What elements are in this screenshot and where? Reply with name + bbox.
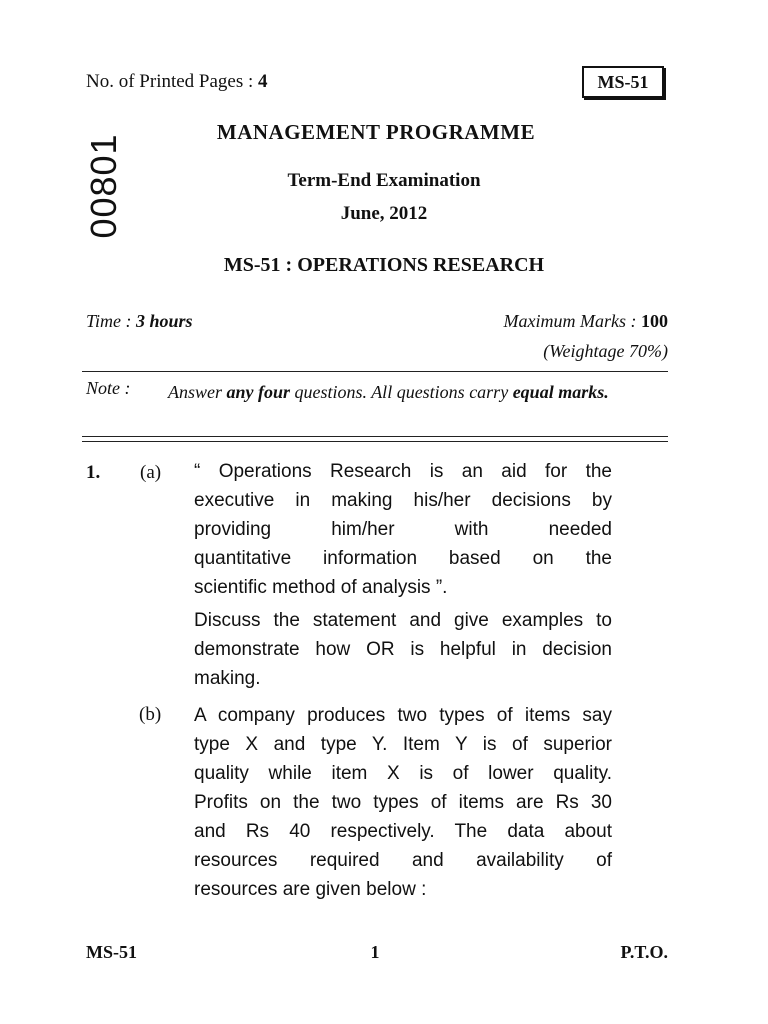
divider-rule xyxy=(82,371,668,372)
note-part-1: Answer xyxy=(168,382,227,402)
part-a-quote xyxy=(194,457,612,602)
double-rule-upper xyxy=(82,436,668,437)
footer-pto: P.T.O. xyxy=(620,942,668,962)
programme-title-text: MANAGEMENT PROGRAMME xyxy=(216,120,536,144)
part-b-text xyxy=(194,701,612,904)
question-number: 1. xyxy=(86,462,101,483)
note-emphasis-1: any four xyxy=(226,382,291,402)
note-emphasis-2: equal marks. xyxy=(512,382,609,402)
text-line: “ Operations Research is an aid for the xyxy=(194,461,612,482)
text-line: and Rs 40 respectively. The data about xyxy=(194,821,612,842)
text-line: Discuss the statement and give examples to xyxy=(194,610,612,631)
course-title: MS-51 : OPERATIONS RESEARCH xyxy=(223,254,545,276)
note-label: Note : xyxy=(86,378,131,398)
note-part-2: questions. All questions carry xyxy=(290,382,513,402)
text-line: scientific method of analysis ”. xyxy=(194,577,448,598)
text-line: resources required and availability of xyxy=(194,850,612,871)
part-a-label: (a) xyxy=(140,462,162,483)
printed-pages-label: No. of Printed Pages : xyxy=(86,71,259,92)
max-marks-value: 100 xyxy=(641,311,668,331)
maximum-marks xyxy=(504,311,668,332)
text-line: Profits on the two types of items are Rs 30 xyxy=(194,792,612,813)
part-b-label: (b) xyxy=(139,704,162,725)
max-marks-label: Maximum Marks : xyxy=(503,311,641,331)
note-text xyxy=(168,378,670,407)
text-line: A company produces two types of items say xyxy=(194,705,612,726)
printed-pages-value: 4 xyxy=(258,71,268,92)
weightage: (Weightage 70%) xyxy=(543,341,668,361)
exam-title: Term-End Examination xyxy=(287,170,481,191)
time-allowed xyxy=(86,311,193,332)
text-line: quantitative information based on the xyxy=(194,548,612,569)
text-line: executive in making his/her decisions by xyxy=(194,490,612,511)
text-line: demonstrate how OR is helpful in decision xyxy=(194,639,612,660)
time-value: 3 hours xyxy=(136,311,193,331)
text-line: resources are given below : xyxy=(194,879,427,900)
course-code-box: MS-51 xyxy=(582,66,664,98)
page-number: 1 xyxy=(370,942,380,962)
time-label: Time : xyxy=(86,311,137,331)
text-line: quality while item X is of lower quality. xyxy=(194,763,612,784)
text-line: providing him/her with needed xyxy=(194,519,612,540)
printed-pages-count xyxy=(86,71,268,93)
programme-title xyxy=(0,120,768,145)
serial-number: 00801 xyxy=(83,133,124,239)
text-line: type X and type Y. Item Y is of superior xyxy=(194,734,612,755)
part-a-task xyxy=(194,606,612,693)
footer-course-code: MS-51 xyxy=(86,942,137,962)
double-rule-lower xyxy=(82,441,668,442)
text-line: making. xyxy=(194,668,261,689)
exam-date: June, 2012 xyxy=(340,203,428,224)
